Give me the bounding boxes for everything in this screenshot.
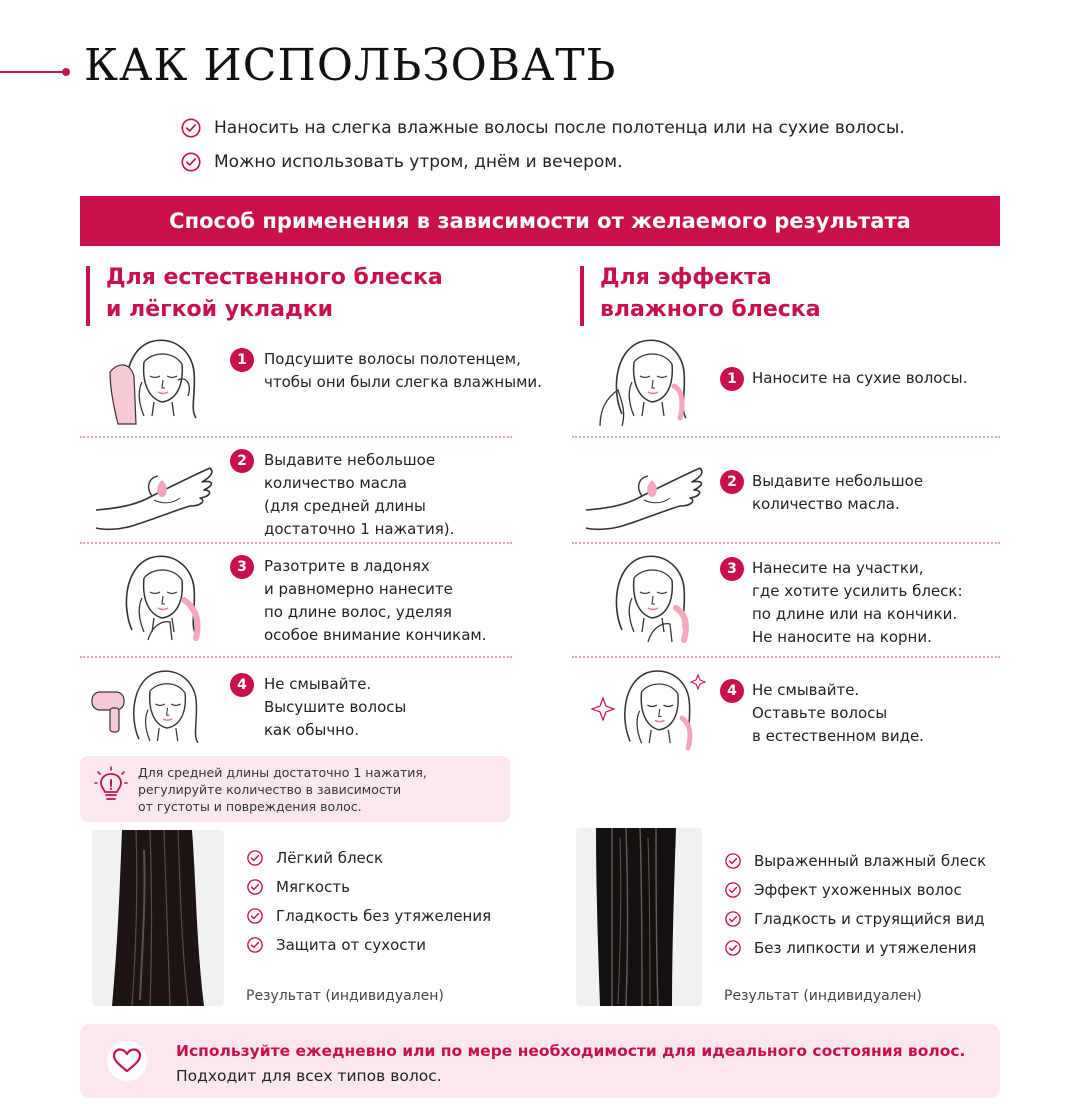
step-text: Не смывайте. Высушите волосы как обычно. (264, 675, 407, 739)
result-item (246, 936, 426, 954)
check-circle-icon (246, 907, 264, 925)
result-item (246, 878, 350, 896)
result-item (724, 939, 976, 957)
heading-line: влажного блеска (600, 297, 821, 322)
heart-icon (106, 1040, 148, 1082)
intro-text: Можно использовать утром, днём и вечером. (214, 152, 623, 172)
apply-ends-icon (582, 548, 712, 644)
result-item (246, 907, 491, 925)
result-item (246, 849, 383, 867)
check-circle-icon (724, 881, 742, 899)
title-deco-dot (62, 68, 70, 76)
step-text: Подсушите волосы полотенцем, чтобы они были слегка влажными. (264, 350, 542, 391)
sparkle-hair-icon (586, 662, 716, 754)
step-number-badge: 3 (720, 557, 744, 581)
step-divider (572, 656, 1000, 658)
check-circle-icon (180, 117, 202, 139)
check-circle-icon (724, 910, 742, 928)
step-number-badge: 4 (720, 679, 744, 703)
step-number-badge: 1 (720, 367, 744, 391)
step-text: Выдавите небольшое количество масла (для средней длины достаточно 1 нажатия). (264, 451, 455, 538)
step-text: Нанесите на участки, где хотите усилить блеск: по длине или на кончики. Не наносите на корни. (752, 559, 963, 646)
right-column-heading (600, 262, 821, 326)
check-circle-icon (724, 852, 742, 870)
step-number-badge: 1 (230, 348, 254, 372)
step-divider (80, 436, 512, 438)
step-divider (572, 436, 1000, 438)
result-note: Результат (индивидуален) (724, 988, 922, 1004)
heading-line: Для эффекта (600, 265, 772, 290)
heading-line: и лёгкой укладки (106, 297, 334, 322)
intro-text: Наносить на слегка влажные волосы после полотенца или на сухие волосы. (214, 118, 905, 138)
step-number-badge: 2 (230, 449, 254, 473)
step-number-badge: 4 (230, 673, 254, 697)
step-text: Не смывайте. Оставьте волосы в естественном виде. (752, 681, 924, 745)
tip-text: Для средней длины достаточно 1 нажатия, регулируйте количество в зависимости от густоты и повреждения волос. (138, 765, 427, 814)
method-banner: Способ применения в зависимости от желаемого результата (80, 196, 1000, 246)
intro-line-1 (180, 117, 905, 139)
result-text: Гладкость и струящийся вид (754, 910, 985, 928)
palm-oil-drop-icon (582, 448, 712, 538)
apply-oil-icon (92, 548, 222, 644)
result-text: Выраженный влажный блеск (754, 852, 987, 870)
hair-result-photo (92, 830, 224, 1006)
result-text: Гладкость без утяжеления (276, 907, 492, 925)
bottom-note-box (80, 1024, 1000, 1098)
hair-swatch-icon (92, 830, 224, 1006)
check-circle-icon (246, 878, 264, 896)
check-circle-icon (724, 939, 742, 957)
tip-box (80, 756, 510, 822)
result-text: Защита от сухости (276, 936, 426, 954)
hair-result-photo (576, 828, 702, 1006)
result-item (724, 852, 986, 870)
result-text: Без липкости и утяжеления (754, 939, 977, 957)
bottom-note-text: Подходит для всех типов волос. (176, 1067, 442, 1085)
result-text: Мягкость (276, 878, 350, 896)
title-deco-line (0, 71, 64, 73)
step-text: Выдавите небольшое количество масла. (752, 472, 924, 513)
check-circle-icon (246, 936, 264, 954)
result-item (724, 910, 985, 928)
result-text: Эффект ухоженных волос (754, 881, 962, 899)
dry-hair-apply-icon (582, 332, 712, 428)
step-divider (80, 656, 512, 658)
result-note: Результат (индивидуален) (246, 988, 444, 1004)
left-column-heading (106, 262, 443, 326)
heading-accent-bar (580, 266, 584, 326)
step-number-badge: 2 (720, 470, 744, 494)
bottom-note-highlight: Используйте ежедневно или по мере необходимости для идеального состояния волос. (176, 1042, 966, 1060)
lightbulb-icon (94, 766, 128, 806)
step-text: Разотрите в ладонях и равномерно нанесите по длине волос, уделяя особое внимание кончикам. (264, 557, 487, 644)
step-number-badge: 3 (230, 555, 254, 579)
check-circle-icon (180, 151, 202, 173)
page-title: КАК ИСПОЛЬЗОВАТЬ (84, 40, 617, 91)
step-divider (80, 542, 512, 544)
step-text: Наносите на сухие волосы. (752, 369, 968, 387)
heading-line: Для естественного блеска (106, 265, 443, 290)
towel-drying-icon (92, 332, 222, 428)
result-item (724, 881, 962, 899)
check-circle-icon (246, 849, 264, 867)
intro-line-2 (180, 151, 623, 173)
step-divider (572, 542, 1000, 544)
hair-swatch-icon (576, 828, 702, 1006)
heading-accent-bar (86, 266, 90, 326)
hair-dryer-icon (88, 662, 222, 752)
palm-oil-drop-icon (92, 448, 222, 538)
result-text: Лёгкий блеск (276, 849, 384, 867)
